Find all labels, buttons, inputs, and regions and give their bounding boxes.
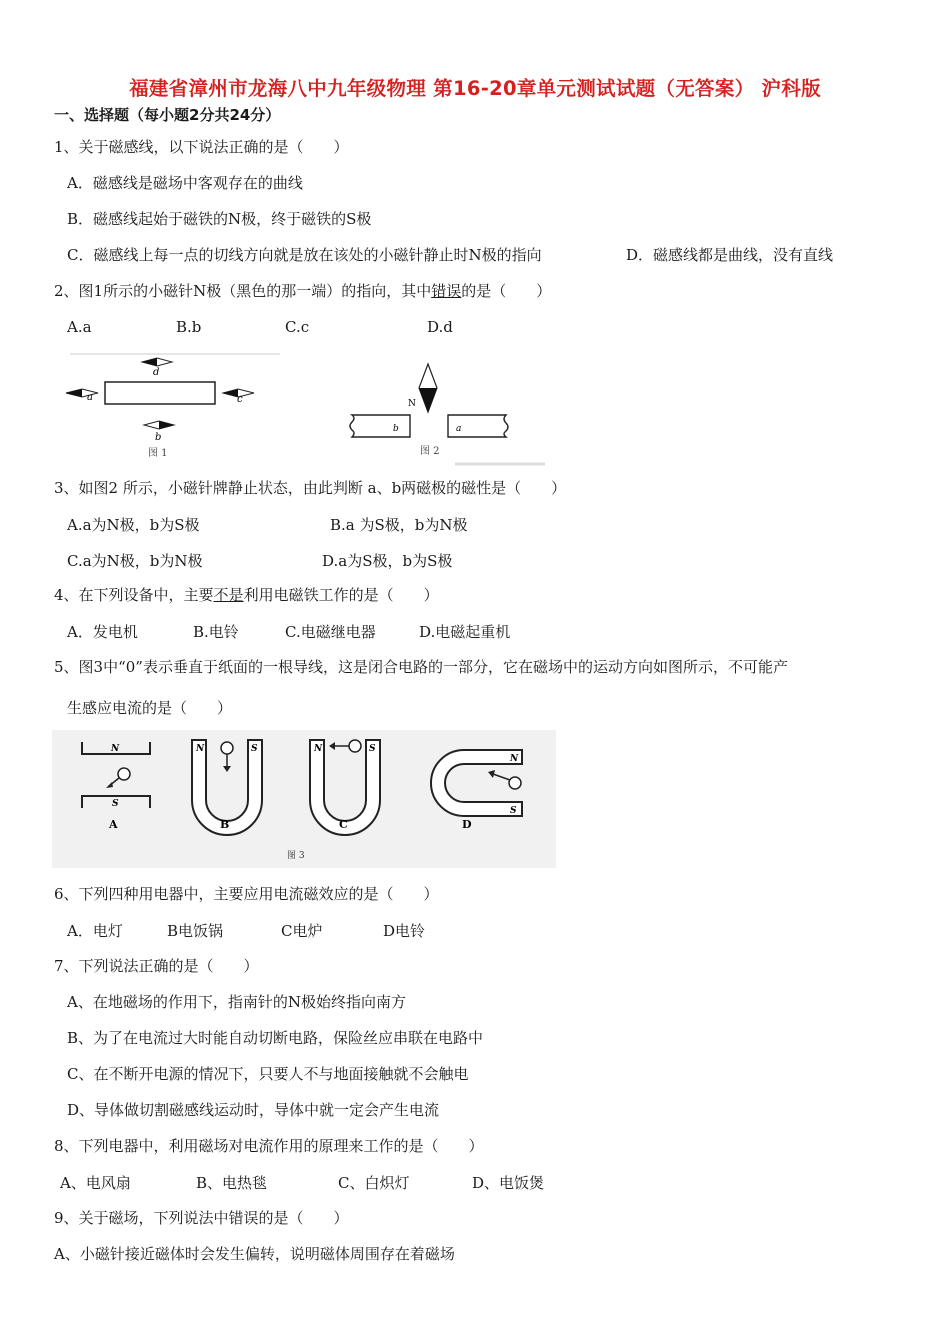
question-6-option-c: C电炉: [281, 922, 323, 940]
question-2-option-a: A.a: [67, 318, 92, 336]
needle-a: [66, 389, 98, 397]
question-4-option-a: A．发电机: [67, 623, 138, 641]
panel-a-wire: [118, 768, 130, 780]
question-9-stem: 9、关于磁场，下列说法中错误的是（ ）: [54, 1209, 349, 1227]
figure-3-caption: 图 3: [287, 851, 305, 861]
magnet-b: [350, 415, 410, 437]
question-4-option-c: C.电磁继电器: [285, 623, 376, 641]
panel-d-wire: [509, 777, 521, 789]
question-1-option-c: C．磁感线上每一点的切线方向就是放在该处的小磁针静止时N极的指向: [67, 246, 542, 264]
label-b: b: [155, 432, 162, 443]
panel-c-label: C: [339, 818, 348, 831]
question-4-stem-pre: 4、在下列设备中，主要: [54, 586, 214, 604]
panel-c-wire: [349, 740, 361, 752]
panel-d-label: D: [462, 818, 472, 831]
question-2-stem: [54, 281, 551, 301]
bar-magnet: [105, 382, 215, 404]
question-9-option-a: A、小磁针接近磁体时会发生偏转，说明磁体周围存在着磁场: [54, 1245, 455, 1263]
question-8-stem: 8、下列电器中，利用磁场对电流作用的原理来工作的是（ ）: [54, 1137, 484, 1155]
question-4-stem-post: 利用电磁铁工作的是（ ）: [243, 586, 439, 604]
question-4-option-d: D.电磁起重机: [419, 623, 511, 641]
question-7-option-c: C、在不断开电源的情况下，只要人不与地面接触就不会触电: [67, 1065, 469, 1083]
label-c: c: [237, 394, 243, 405]
question-8-option-d: D、电饭煲: [472, 1174, 545, 1192]
label-a: a: [87, 392, 93, 403]
question-1-option-a: A．磁感线是磁场中客观存在的曲线: [67, 174, 303, 192]
question-5-stem-line-2: 生感应电流的是（ ）: [67, 699, 233, 717]
panel-c-s: S: [369, 744, 376, 754]
panel-b-s: S: [251, 744, 258, 754]
question-7-option-d: D、导体做切割磁感线运动时，导体中就一定会产生电流: [67, 1101, 440, 1119]
panel-a-n: N: [111, 744, 120, 754]
question-6-option-d: D电铃: [383, 922, 426, 940]
needle-n-label: N: [408, 399, 416, 409]
panel-b-wire: [221, 742, 233, 754]
question-4-option-b: B.电铃: [193, 623, 239, 641]
panel-a-s: S: [112, 799, 119, 809]
panel-b-label: B: [220, 818, 230, 831]
document-title: 福建省漳州市龙海八中九年级物理 第16-20章单元测试试题（无答案） 沪科版: [129, 77, 821, 100]
question-4-stem-underlined: 不是: [213, 586, 244, 604]
question-7-stem: 7、下列说法正确的是（ ）: [54, 957, 259, 975]
question-2-option-d: D.d: [427, 318, 453, 336]
label-d: d: [153, 367, 160, 378]
panel-b-n: N: [196, 744, 205, 754]
question-2-stem-underlined: 错误: [431, 282, 462, 300]
question-3-stem: 3、如图2 所示，小磁针牌静止状态，由此判断 a、b两磁极的磁性是（ ）: [54, 479, 567, 497]
question-5-stem-line-1: 5、图3中“0”表示垂直于纸面的一根导线，这是闭合电路的一部分，它在磁场中的运动方向如图所示，不可能产: [54, 658, 788, 676]
question-4-stem: [54, 585, 439, 605]
question-2-option-b: B.b: [176, 318, 202, 336]
panel-c-n: N: [314, 744, 323, 754]
question-1-option-d: D．磁感线都是曲线，没有直线: [626, 246, 834, 264]
figure-2: [340, 360, 550, 470]
question-8-option-a: A、电风扇: [60, 1174, 131, 1192]
panel-d-s: S: [510, 806, 517, 816]
question-2-option-c: C.c: [285, 318, 310, 336]
question-3-option-d: D.a为S极，b为S极: [322, 552, 453, 570]
question-2-stem-pre: 2、图1所示的小磁针N极（黑色的那一端）的指向，其中: [54, 282, 432, 300]
question-1-stem: 1、关于磁感线，以下说法正确的是（ ）: [54, 138, 349, 156]
section-heading: 一、选择题（每小题2分共24分）: [54, 106, 281, 124]
question-8-option-b: B、电热毯: [196, 1174, 268, 1192]
question-3-option-c: C.a为N极，b为N极: [67, 552, 203, 570]
question-7-option-a: A、在地磁场的作用下，指南针的N极始终指向南方: [67, 993, 406, 1011]
question-1-option-b: B．磁感线起始于磁铁的N极，终于磁铁的S极: [67, 210, 372, 228]
needle-d: [142, 358, 172, 366]
label-b: b: [393, 424, 399, 434]
needle-b: [144, 421, 174, 429]
question-6-stem: 6、下列四种用电器中，主要应用电流磁效应的是（ ）: [54, 885, 439, 903]
question-6-option-a: A．电灯: [67, 922, 123, 940]
figure-2-caption: 图 2: [420, 446, 440, 457]
question-2-stem-post: 的是（ ）: [461, 282, 552, 300]
panel-d-n: N: [510, 754, 519, 764]
compass-needle: [419, 364, 437, 412]
question-8-option-c: C、白炽灯: [338, 1174, 410, 1192]
figure-3: [52, 730, 556, 868]
question-3-option-a: A.a为N极，b为S极: [67, 516, 200, 534]
question-3-option-b: B.a 为S极，b为N极: [330, 516, 468, 534]
label-a: a: [456, 424, 462, 434]
figure-1: [60, 352, 290, 462]
panel-a-label: A: [109, 818, 118, 831]
question-7-option-b: B、为了在电流过大时能自动切断电路，保险丝应串联在电路中: [67, 1029, 484, 1047]
figure-1-caption: 图 1: [148, 448, 168, 459]
question-6-option-b: B电饭锅: [167, 922, 224, 940]
